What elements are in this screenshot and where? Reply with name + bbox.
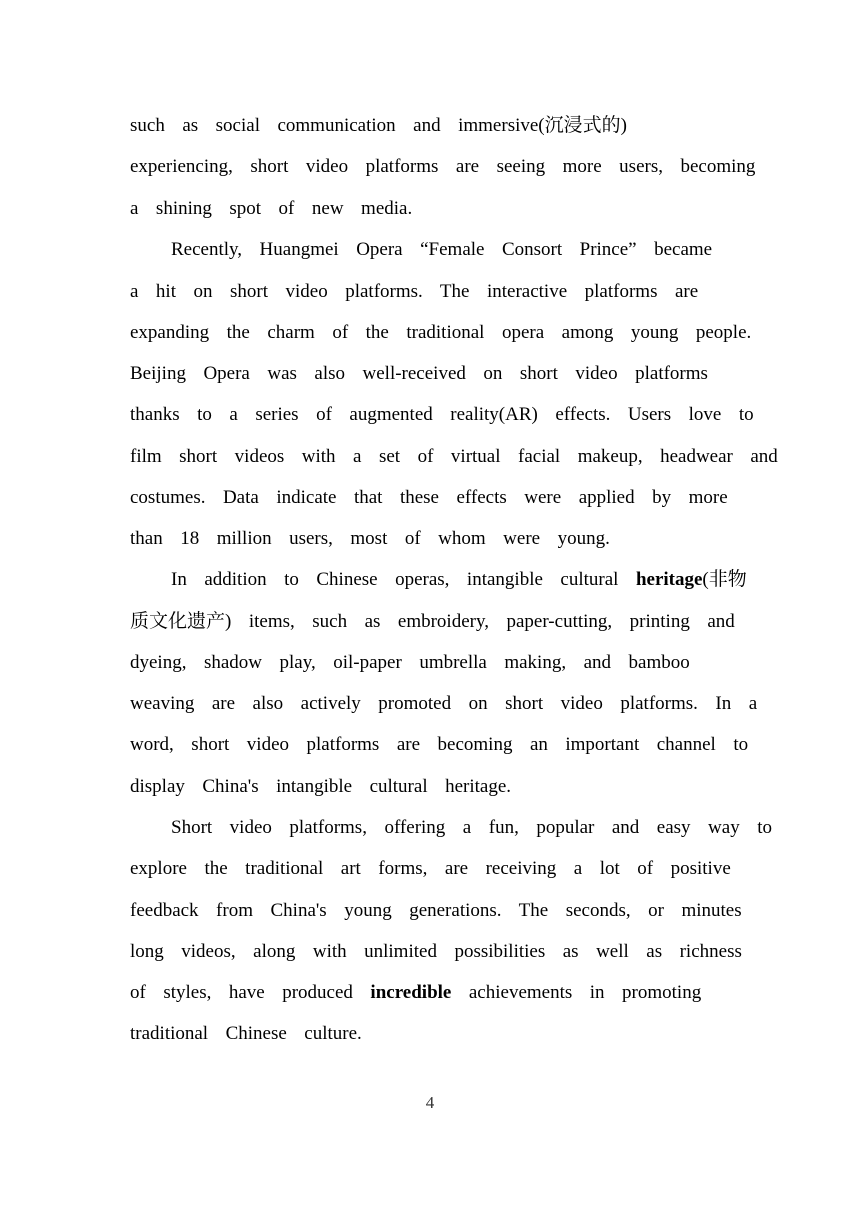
text-segment: weaving are also actively promoted on short video platforms. In a: [130, 693, 758, 714]
text-line: [130, 899, 742, 923]
text-segment: long videos, along with unlimited possibilities as well as richness: [130, 941, 742, 962]
text-line: [130, 321, 752, 345]
text-line: [130, 775, 730, 799]
text-segment: word, short video platforms are becoming an important channel to: [130, 734, 749, 755]
text-line: [130, 610, 735, 634]
text-segment: Short video platforms, offering a fun, popular and easy way to: [171, 817, 772, 838]
text-line: [130, 733, 749, 757]
text-segment: feedback from China's young generations. The seconds, or minutes: [130, 900, 742, 921]
text-line: [130, 981, 730, 1005]
text-line: [130, 857, 730, 881]
text-line: [130, 651, 730, 675]
text-line: [130, 362, 730, 386]
text-line: [130, 114, 730, 138]
text-segment: traditional Chinese culture.: [130, 1023, 362, 1044]
text-segment: a hit on short video platforms. The interactive platforms are: [130, 281, 699, 302]
page-number: 4: [425, 1093, 435, 1112]
text-line: [171, 238, 771, 262]
text-segment: a shining spot of new media.: [130, 198, 413, 219]
text-segment: Beijing Opera was also well-received on short video platforms: [130, 363, 708, 384]
text-line: [130, 527, 730, 551]
bold-word: heritage: [635, 569, 703, 590]
text-segment: explore the traditional art forms, are receiving a lot of positive: [130, 858, 731, 879]
text-segment: display China's intangible cultural heritage.: [130, 776, 512, 797]
text-segment: than 18 million users, most of whom were young.: [130, 528, 610, 549]
text-segment: Recently, Huangmei Opera “Female Consort Prince” became: [171, 239, 713, 260]
text-segment: expanding the charm of the traditional opera among young people.: [130, 322, 752, 343]
text-segment: of styles, have produced: [130, 982, 371, 1003]
text-line: [130, 280, 730, 304]
text-line: [130, 403, 754, 427]
text-line: [130, 692, 758, 716]
text-segment: (非物: [702, 569, 747, 590]
text-segment: costumes. Data indicate that these effects were applied by more: [130, 487, 728, 508]
text-line: [171, 816, 771, 840]
text-segment: In addition to Chinese operas, intangible cultural: [171, 569, 636, 590]
text-line: [130, 1022, 730, 1046]
text-line: [130, 445, 778, 469]
text-segment: dyeing, shadow play, oil-paper umbrella making, and bamboo: [130, 652, 690, 673]
text-segment: film short videos with a set of virtual facial makeup, headwear and: [130, 446, 778, 467]
text-line: [130, 155, 756, 179]
text-line: [130, 197, 730, 221]
text-segment: achievements in promoting: [451, 982, 702, 1003]
text-segment: experiencing, short video platforms are seeing more users, becoming: [130, 156, 756, 177]
text-segment: such as social communication and immersive(沉浸式的): [130, 115, 627, 136]
text-line: [130, 486, 730, 510]
text-line: [130, 940, 742, 964]
bold-word: incredible: [370, 982, 452, 1003]
text-segment: 质文化遗产) items, such as embroidery, paper-cutting, printing and: [130, 611, 735, 632]
text-segment: thanks to a series of augmented reality(AR) effects. Users love to: [130, 404, 754, 425]
text-line: [171, 568, 771, 592]
